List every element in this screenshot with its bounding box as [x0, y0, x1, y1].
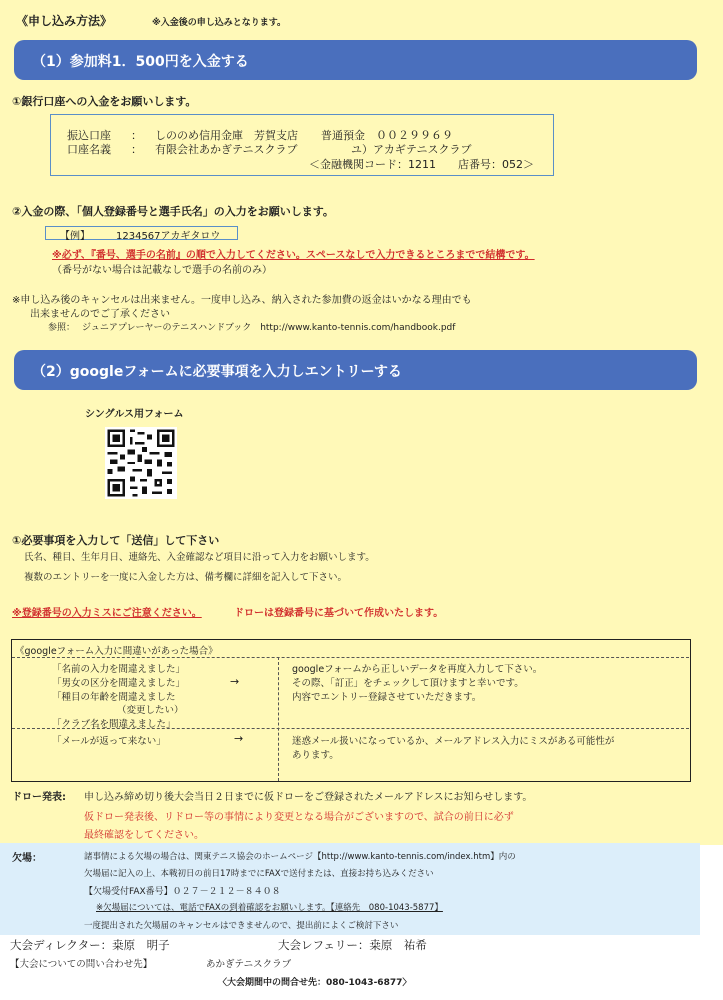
section1-step1: ①銀行口座への入金をお願いします。: [12, 95, 197, 108]
section2-step1: ①必要事項を入力して「送信」して下さい: [12, 534, 220, 547]
case-age-change: （変更したい）: [117, 705, 184, 716]
reference-label: 参照：: [48, 323, 76, 333]
email-fix-line2: あります。: [292, 750, 339, 761]
cancel-note-line1: ※申し込み後のキャンセルは出来ません。一度申し込み、納入された参加費の返金はいかなる理由でも: [12, 295, 472, 306]
email-fix-line1: 迷惑メール扱いになっているか、メールアドレス入力にミスがある可能性が: [292, 736, 615, 747]
qr-code-icon[interactable]: [105, 427, 177, 499]
section1-step2: ②入金の際、「個人登録番号と選手氏名」の入力をお願いします。: [12, 205, 334, 218]
arrow-icon: →: [230, 675, 240, 688]
draw-text-line3: 最終確認をしてください。: [84, 830, 204, 841]
section2-line2: 複数のエントリーを一度に入金した方は、備考欄に詳細を記入して下さい。: [24, 572, 348, 583]
section2-banner: （2）googleフォームに必要事項を入力しエントリーする: [14, 350, 697, 390]
draw-label: ドロー発表:: [12, 792, 66, 803]
absence-line5: 一度提出された欠場届のキャンセルはできませんので、提出前によくご検討下さい: [84, 921, 399, 931]
bank-row2-colon: ：: [131, 143, 142, 156]
table-divider-top: [12, 657, 689, 658]
case-name-wrong: 「名前の入力を間違えました」: [52, 664, 186, 675]
bank-codes: ＜金融機関コード：1211 店番号：052＞: [309, 158, 534, 171]
case-no-email: 「メールが返って来ない」: [52, 736, 166, 747]
example-label: 【例】: [60, 231, 90, 242]
cancel-note-line2: 出来ませんのでご了承ください: [30, 309, 170, 320]
case-club-wrong: 「クラブ名を間違えました」: [52, 719, 176, 730]
contact-label: 【大会についての問い合わせ先】: [10, 959, 153, 970]
correction-table: [11, 639, 691, 782]
account-holder: 有限会社あかぎテニスクラブ: [155, 143, 298, 156]
absence-line4: ※欠場届については、電話でFAXの到着確認をお願いします。【連絡先 080-1043-5877】: [96, 903, 443, 913]
page-title: 《申し込み方法》: [16, 14, 113, 28]
section2-line1: 氏名、種目、生年月日、連絡先、入金確認など項目に沿って入力をお願いします。: [24, 552, 375, 563]
table-divider-middle: [12, 728, 689, 729]
absence-line1[interactable]: 諸事情による欠場の場合は、関東テニス協会のホームページ【http://www.kanto-tennis.com/index.htm】内の: [84, 852, 516, 862]
contact-organization: あかぎテニスクラブ: [206, 959, 292, 970]
case-age-wrong: 「種目の年齢を間違えました: [52, 692, 176, 703]
header-note: ※入金後の申し込みとなります。: [152, 18, 287, 28]
bank-row2-label: 口座名義: [67, 143, 111, 156]
fix-line1: googleフォームから正しいデータを再度入力して下さい。: [292, 664, 543, 675]
period-contact: 〈大会期間中の問合せ先：080-1043-6877〉: [218, 978, 412, 988]
draw-text-line1: 申し込み締め切り後大会当日２日までに仮ドローをご登録されたメールアドレスにお知らせします。: [84, 792, 533, 803]
example-box: [45, 226, 238, 240]
bank-account-box: [50, 114, 554, 176]
arrow-icon-2: →: [234, 732, 244, 745]
fix-line2: その際、「訂正」をチェックして頂けますと幸いです。: [292, 678, 524, 689]
tournament-referee: 大会レフェリー：桒原 祐希: [278, 938, 427, 952]
bank-row1-label: 振込口座: [67, 129, 111, 142]
account-number: 普通預金 ００２９９６９: [321, 129, 453, 142]
example-value: 1234567アカギタロウ: [116, 231, 221, 242]
table-divider-vertical: [278, 657, 279, 781]
section1-banner: （1）参加料1．500円を入金する: [14, 40, 697, 80]
fax-number: 【欠場受付FAX番号】０２７－２１２－８４０８: [84, 887, 281, 897]
absence-label: 欠場：: [12, 853, 42, 864]
absence-line2: 欠場届に記入の上、本戦初日の前日17時までにFAXで送付または、直接お持ち込みください: [84, 869, 434, 879]
table-title: 《googleフォーム入力に間違いがあった場合》: [15, 646, 218, 657]
bank-row1-colon: ：: [131, 129, 142, 142]
singles-form-label: シングルス用フォーム: [85, 409, 184, 420]
fix-line3: 内容でエントリー登録させていただきます。: [292, 692, 482, 703]
no-number-note: （番号がない場合は記載なしで選手の名前のみ）: [52, 265, 272, 276]
case-gender-wrong: 「男女の区分を間違えました」: [52, 678, 186, 689]
bank-name: しののめ信用金庫 芳賀支店: [155, 129, 298, 142]
draw-basis-note: ドローは登録番号に基づいて作成いたします。: [234, 608, 444, 619]
must-order-note: ※必ず、『番号、選手の名前』の順で入力してください。スペースなしで入力できるところまでで結構です。: [52, 250, 535, 261]
registration-warning: ※登録番号の入力ミスにご注意ください。: [12, 608, 202, 619]
account-holder-kana: ユ）アカギテニスクラブ: [351, 143, 472, 156]
tournament-director: 大会ディレクター：桒原 明子: [10, 938, 170, 952]
draw-text-line2: 仮ドロー発表後、リドロー等の事情により変更となる場合がございますので、試合の前日に必ず: [84, 812, 514, 823]
handbook-link[interactable]: ジュニアプレーヤーのテニスハンドブック http://www.kanto-tennis.com/handbook.pdf: [82, 323, 456, 333]
